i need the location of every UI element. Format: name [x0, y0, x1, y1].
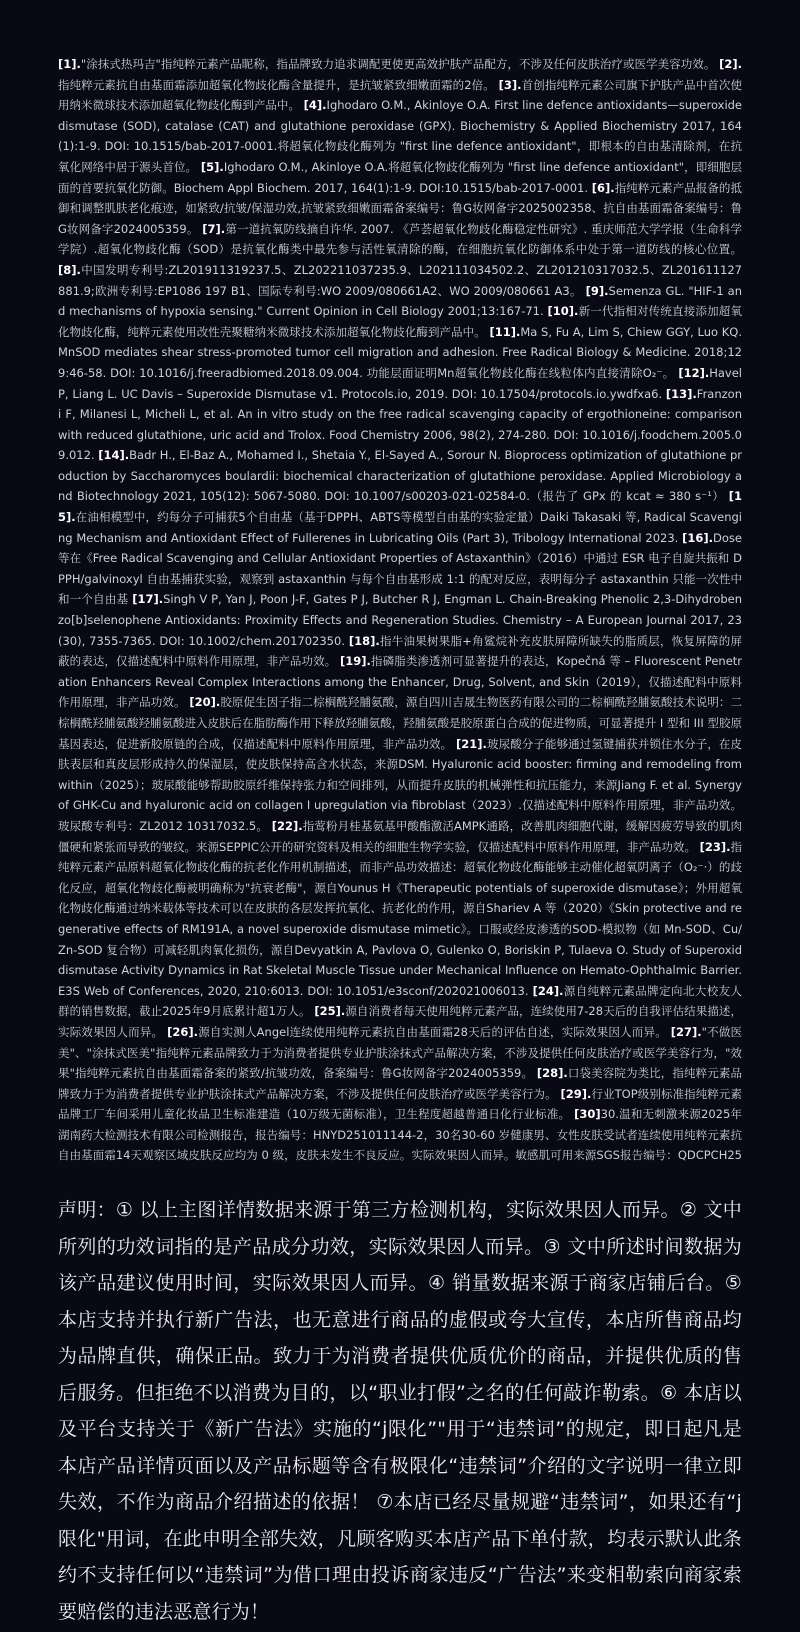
reference-number: [9].	[585, 283, 609, 298]
reference-number: [18].	[348, 633, 380, 648]
reference-text: "不做医美"、"涂抹式医美"指纯粹元素品牌致力于为消费者提供专业护肤涂抹式产品解决方案，不涉及提供任何皮肤治疗或医学美容行为，"效果"指纯粹元素抗自由基面霜备案的紧致/抗皱功效，备案编号：鲁G妆网备字2024005359。	[58, 1024, 742, 1081]
reference-number: [29].	[560, 1086, 592, 1101]
reference-text: Havel P, Liang L. UC Davis – Superoxide Dismutase v1. Protocols.io, 2019. DOI: 10.17504/protocols.io.ywdfxa6.	[58, 365, 742, 401]
reference-number: [24].	[532, 983, 564, 998]
reference-number: [30]	[574, 1107, 601, 1122]
reference-number: [21].	[456, 736, 487, 751]
reference-item	[167, 1025, 667, 1039]
reference-text: 在油相模型中，约每分子可捕获5个自由基（基于DPPH、ABTS等模型自由基的实验定量）Daiki Takasaki 等, Radical Scavenging Mechanism and Antioxidant Effect of Fullerenes in Lubricating Oils (Part 3), Tribology International 2023.	[58, 510, 742, 545]
reference-text: Semenza GL. "HIF-1 and mechanisms of hypoxia sensing." Current Opinion in Cell Biology 2001;13:167-71.	[58, 283, 742, 319]
reference-number: [13].	[665, 386, 697, 401]
reference-number: [20].	[189, 695, 221, 710]
reference-number: [23].	[699, 839, 731, 854]
reference-text: 胶原促生因子指二棕榈酰羟脯氨酸，源自四川吉晟生物医药有限公司的二棕榈酰羟脯氨酸技术说明：二棕榈酰羟脯氨酸羟脯氨酸进入皮肤后在脂肪酶作用下释放羟脯氨酸，羟脯氨酸是胶原蛋白合成的促进物质，可显著提升 I 型和 III 型胶原基因表达，促进新胶原链的合成，仅描述配料中原料作用原理，非产品功效。	[58, 695, 742, 751]
reference-number: [11].	[489, 324, 521, 339]
reference-text: 源自消费者每天使用纯粹元素产品，连续使用7-28天后的自我评估结果描述，实际效果因人而异。	[58, 1004, 742, 1039]
reference-text: Dose 等在《Free Radical Scavenging and Cellular Antioxidant Properties of Astaxanthin》（2016）中通过 ESR 电子自旋共振和 DPPH/galvinoxyl 自由基捕获实验，观察到 astaxanthin 与每个自由基形成 1:1 的配对反应，表明每分子 astaxanthin 只能一次性中和一个自由基	[58, 530, 742, 607]
reference-number: [26].	[167, 1024, 198, 1039]
reference-text: 指磷脂类渗透剂可显著提升的表达，Kopečná 等 – Fluorescent Penetration Enhancers Reveal Complex Interactions among the Enhancer, Drug, Solvent, and Skin（2019），仅描述配料中原料作用原理，非产品功效。	[58, 654, 742, 710]
reference-text: 第一道抗氧防线摘自许华. 2007. 《芦荟超氧化物歧化酶稳定性研究》. 重庆师范大学学报（生命科学学院）.超氧化物歧化酶（SOD）是抗氧化酶类中最先参与活性氧清除的酶，在细胞抗氧化防御体系中处于第一道防线的核心位置。	[58, 221, 742, 257]
reference-number: [12].	[678, 365, 710, 380]
reference-text: Ighodaro O.M., Akinloye O.A. First line defence antioxidants—superoxide dismutase (SOD), catalase (CAT) and glutathione peroxidase (GPX). Biochemistry & Applied Biochemistry 2017, 164(1):1-9. DOI: 10.1515/bab-2017-0001.将超氧化物歧化酶列为 "first line defence antioxidant"，即根本的自由基清除剂，在抗氧化网络中居于源头首位。	[58, 98, 742, 174]
reference-text: 新一代指相对传统直接添加超氧化物歧化酶，纯粹元素使用改性壳聚糖纳米微球技术添加超氧化物歧化酶到产品中。	[58, 304, 742, 339]
reference-text: Singh V P, Yan J, Poon J-F, Gates P J, Butcher R J, Engman L. Chain-Breaking Phenolic 2,3-Dihydrobenzo[b]selenophene Antioxidants: Proximity Effects and Regeneration Studies. Chemistry – A European Journal 2017, 23(30), 7355-7365. DOI: 10.1002/chem.201702350.	[58, 592, 742, 648]
reference-text: 玻尿酸分子能够通过氢键捕获并锁住水分子，在皮肤表层和真皮层形成持久的保湿层，使皮肤保持高含水状态，来源DSM. Hyaluronic acid booster: firming and remodeling from within（2025）；玻尿酸能够帮助胶原纤维保持张力和空间排列，从而提升皮肤的机械弹性和抗压能力，来源Jiang F. et al. Synergy of GHK-Cu and hyaluronic acid on collagen I upregulation via fibroblast（2023）.仅描述配料中原料作用原理，非产品功效。玻尿酸专利号：ZL2012 10317032.5。	[58, 736, 742, 833]
reference-text: 指莺粉月桂基氨基甲酸酯激活AMPK通路，改善肌肉细胞代谢，缓解因疲劳导致的肌肉僵硬和紧张而导致的皱纹。来源SEPPIC公开的研究资料及相关的细胞生物学实验，仅描述配料中原料作用原理，非产品功效。	[58, 818, 742, 854]
reference-number: [27].	[670, 1024, 702, 1039]
reference-number: [8].	[58, 262, 81, 277]
reference-text: 行业TOP级别标准指纯粹元素品牌工厂车间采用儿童化妆品卫生标准建造（10万级无菌标准），卫生程度超越普通日化行业标准。	[58, 1086, 742, 1122]
reference-text: 中国发明专利号:ZL201911319237.5、ZL202211037235.9、L202111034502.2、ZL201210317032.5、ZL201611127881.9;欧洲专利号:EP1086 197 B1、国际专利号:WO 2009/080661A2、WO 2009/080661 A3。	[58, 262, 742, 298]
reference-text: 指纯粹元素抗自由基面霜添加超氧化物歧化酶含量提升，是抗皱紧致细嫩面霜的2倍。	[58, 77, 495, 92]
reference-item	[58, 840, 742, 998]
reference-text: 源自纯粹元素品牌定向北大校友人群的销售数据，截止2025年9月底累计超1万人。	[58, 983, 742, 1019]
reference-number: [4].	[303, 98, 327, 113]
reference-text: Franzoni F, Milanesi L, Micheli L, et al. An in vitro study on the free radical scavenging capacity of ergothioneine: comparison with reduced glutathione, uric acid and Trolox. Food Chemistry 2006, 98(2), 274-280. DOI: 10.1016/j.foodchem.2005.09.012.	[58, 386, 742, 463]
reference-number: [3].	[498, 77, 522, 92]
reference-number: [19].	[340, 654, 371, 669]
reference-text: 30.温和无刺激来源2025年湖南药大检测技术有限公司检测报告，报告编号：HNYD251011144-2，30名30-60 岁健康男、女性皮肤受试者连续使用纯粹元素抗自由基面霜14天观察区域皮肤反应均为 0 级，皮肤未发生不良反应。实际效果因人而异。敏感肌可用来源SGS报告编号：QDCPCH25	[58, 1107, 742, 1162]
reference-text: "涂抹式热玛吉"指纯粹元素产品昵称，指品牌致力追求调配更使更高效护肤产品配方，不涉及任何皮肤治疗或医学美容功效。	[80, 57, 716, 71]
reference-number: [15].	[58, 489, 742, 525]
reference-text: 指纯粹元素产品原料超氧化物歧化酶的抗老化作用机制描述，而非产品功效描述：超氧化物歧化酶能够主动催化超氧阴离子（O₂⁻·）的歧化反应，超氧化物歧化酶被明确称为"抗衰老酶"，源自Younus H《Therapeutic potentials of superoxide dismutase》；外用超氧化物歧化酶通过纳米载体等技术可以在皮肤的各层发挥抗氧化、抗老化的作用，源自Shariev A 等（2020）《Skin protective and regenerative effects of RM191A, a novel superoxide dismutase mimetic》。口服或经皮渗透的SOD-模拟物（如 Mn-SOD、Cu/Zn-SOD 复合物）可减轻肌肉氧化损伤，源自Devyatkin A, Pavlova O, Gulenko O, Boriskin P, Tulaeva O. Study of Superoxiddismutase Activity Dynamics in Rat Skeletal Muscle Tissue under Mechanical Influence on Hemato-Ophthalmic Barrier. E3S Web of Conferences, 2020, 210:6013. DOI: 10.1051/e3sconf/202021006013.	[58, 839, 742, 998]
reference-text: 源自实测人Angel连续使用纯粹元素抗自由基面霜28天后的评估自述，实际效果因人而异。	[198, 1024, 667, 1039]
disclaimer-text: 声明：① 以上主图详情数据来源于第三方检测机构，实际效果因人而异。② 文中所列的功效词指的是产品成分功效，实际效果因人而异。③ 文中所述时间数据为该产品建议使用时间，实际效果因人而异。④ 销量数据来源于商家店铺后台。⑤ 本店支持并执行新广告法，也无意进行商品的虚假或夸大宣传，本店所售商品均为品牌直供，确保正品。致力于为消费者提供优质优价的商品，并提供优质的售后服务。但拒绝不以消费为目的，以“职业打假”之名的任何敲诈勒索。⑥ 本店以及平台支持关于《新广告法》实施的“j限化”"用于“违禁词”的规定，即日起凡是本店产品详情页面以及产品标题等含有极限化“违禁词”介绍的文字说明一律立即失效，不作为商品介绍描述的依据！ ⑦本店已经尽量规避“违禁词”，如果还有“j限化"用词，在此申明全部失效，凡顾客购买本店产品下单付款，均表示默认此条约不支持任何以“违禁词”为借口理由投诉商家违反“广告法”来变相勒索向商家索要赔偿的违法恶意行为！	[58, 1199, 742, 1623]
references-block	[58, 54, 742, 1162]
reference-number: [28].	[536, 1066, 568, 1081]
reference-text: 口袋美容院为类比，指纯粹元素品牌致力于为消费者提供专业护肤涂抹式产品解决方案，不涉及提供任何皮肤治疗或医学美容行为。	[58, 1066, 742, 1101]
reference-text: 指牛油果树果脂+角鲨烷补充皮肤屏障所缺失的脂质层，恢复屏障的屏蔽的表达，仅描述配料中原料作用原理，非产品功效。	[58, 633, 742, 669]
reference-number: [5].	[200, 159, 224, 174]
reference-number: [10].	[547, 304, 579, 319]
reference-text: Ma S, Fu A, Lim S, Chiew GGY, Luo KQ. MnSOD mediates shear stress-promoted tumor cell migration and adhesion. Free Radical Biology & Medicine. 2018;129:46-58. DOI: 10.1016/j.freeradbiomed.2018.09.004. 功能层面证明Mn超氧化物歧化酶在线粒体内直接清除O₂⁻。	[58, 324, 742, 380]
reference-item	[58, 448, 742, 503]
reference-number: [2].	[719, 57, 742, 71]
reference-number: [17].	[132, 592, 164, 607]
reference-number: [14].	[98, 448, 130, 463]
reference-item	[58, 57, 715, 71]
reference-text: 首创指纯粹元素公司旗下护肤产品中首次使用纳米微球技术添加超氧化物歧化酶到产品中。	[58, 77, 742, 113]
reference-text: Ighodaro O.M., Akinloye O.A.将超氧化物歧化酶列为 "first line defence antioxidant"，即细胞层面的首要抗氧化防御。Biochem Appl Biochem. 2017, 164(1):1-9. DOI:10.1515/bab-2017-0001.	[58, 159, 742, 195]
reference-number: [25].	[314, 1004, 346, 1019]
reference-text: Badr H., El-Baz A., Mohamed I., Shetaia Y., El-Sayed A., Sorour N. Bioprocess optimization of glutathione production by Saccharomyces boulardii: biochemical characterization of glutathione peroxidase. Applied Microbiology and Biotechnology 2021, 105(12): 5067-5080. DOI: 10.1007/s00203-021-02584-0.（报告了 GPx 的 kcat ≈ 380 s⁻¹）	[58, 448, 742, 504]
reference-number: [6].	[591, 180, 615, 195]
reference-text: 指纯粹元素产品报备的抵御和调整肌肤老化痕迹，如紧致/抗皱/保湿功效,抗皱紧致细嫩面霜备案编号：鲁G妆网备字2025002358、抗自由基面霜备案编号：鲁G妆网备字2024005359。	[58, 180, 742, 236]
reference-number: [16].	[682, 530, 714, 545]
reference-number: [7].	[202, 221, 226, 236]
reference-number: [1].	[58, 57, 81, 71]
reference-number: [22].	[271, 818, 303, 833]
